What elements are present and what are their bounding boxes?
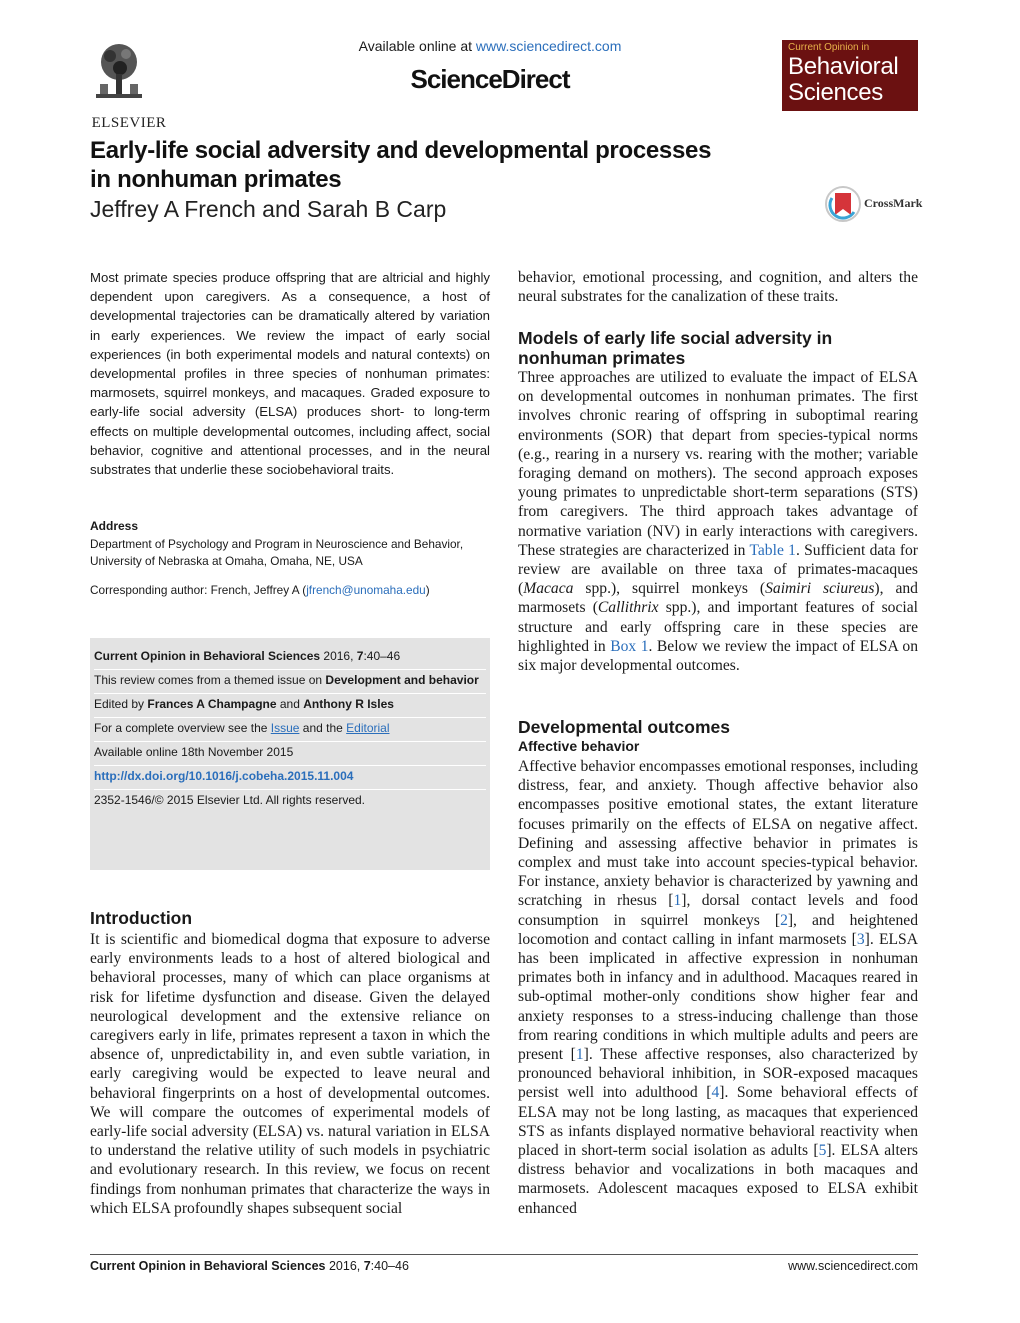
- overview-prefix: For a complete overview see the: [94, 721, 271, 735]
- address-heading: Address: [90, 519, 139, 533]
- footer-rule: [90, 1254, 918, 1255]
- affect-text-a: Affective behavior encompasses emotional responses, including distress, fear, and anxiety. Though affective behavior also encompasses positive emotional states, the extant literature focuses primarily on the effects of ELSA on negative affect. Defining and assessing affective behavior in primates is complex and must take into account species-typical behavior. For instance, anxiety behavior is characterized by yawning and scratching in rhesus [: [518, 758, 918, 910]
- edited-and: and: [276, 697, 304, 711]
- overview-and: and the: [299, 721, 347, 735]
- models-text-1: Three approaches are utilized to evaluate the impact of ELSA on developmental outcomes in nonhuman primates. The first involves chronic rearing of offspring in suboptimal rearing environments (SOR) that depart from species-typical norms (e.g., rearing in a nursery vs. rearing with the mother; variable foraging demand on mothers). The second approach exposes young primates to unpredictable short-term separations (STS) from caregivers. The third approach takes advantage of normative variation (NV) in early interactions with caregivers. These strategies are characterized in: [518, 369, 918, 559]
- address-line2: University of Nebraska at Omaha, Omaha, NE, USA: [90, 553, 363, 568]
- models-text-5: spp.), and important features of social structure and early offspring care in these species are highlighted in: [518, 599, 918, 655]
- article-authors: Jeffrey A French and Sarah B Carp: [90, 196, 447, 222]
- theme-prefix: This review comes from a themed issue on: [94, 673, 326, 687]
- corresponding-prefix: Corresponding author: French, Jeffrey A (: [90, 583, 307, 597]
- info-journal: Current Opinion in Behavioral Sciences: [94, 649, 321, 663]
- copyright-row: 2352-1546/© 2015 Elsevier Ltd. All rights reserved.: [94, 793, 365, 807]
- corresponding-suffix: ): [425, 583, 430, 597]
- table1-link[interactable]: Table 1: [749, 541, 796, 559]
- ref-link[interactable]: 2: [780, 911, 788, 929]
- footer-journal: Current Opinion in Behavioral Sciences: [90, 1259, 326, 1273]
- ref-link[interactable]: 5: [818, 1142, 827, 1160]
- journal-cover: [782, 40, 918, 111]
- title-line1: Early-life social adversity and developmental processes: [90, 137, 712, 164]
- crossmark-label: CrossMark: [864, 196, 923, 210]
- ref-link[interactable]: 1: [575, 1046, 584, 1064]
- editor-2: Anthony R Isles: [303, 697, 394, 711]
- taxon-macaca: Macaca: [523, 580, 574, 598]
- journal-kicker: Current Opinion in: [788, 42, 870, 53]
- affect-text-g: ]. ELSA alters distress behavior and vocalizations in both macaques and marmosets. Adolescent macaques exposed to ELSA exhibit enhanced: [518, 1142, 918, 1217]
- email-link[interactable]: jfrench@unomaha.edu: [306, 583, 426, 597]
- models-text-4: ), and marmosets (: [518, 580, 918, 617]
- publisher-name: ELSEVIER: [91, 115, 167, 131]
- editor-1: Frances A Champagne: [147, 697, 277, 711]
- doi-link[interactable]: http://dx.doi.org/10.1016/j.cobeha.2015.11.004: [94, 769, 354, 783]
- article-title: [90, 136, 810, 194]
- elsevier-tree-icon: [90, 40, 148, 102]
- models-text-6: . Below we review the impact of ELSA on six major developmental outcomes.: [518, 637, 918, 675]
- introduction-continued: behavior, emotional processing, and cognition, and alters the neural substrates for the canalization of these traits.: [518, 269, 918, 306]
- abstract: Most primate species produce offspring that are altricial and highly dependent upon caregivers. As a consequence, a host of developmental trajectories can be dramatically altered by variation in early experiences. We review the impact of early social experiences (in both experimental models and natural contexts) on developmental profiles in three species of nonhuman primates: marmosets, squirrel monkeys, and macaques. Graded exposure to early-life social adversity (ELSA) produces short- to long-term effects on multiple developmental outcomes, including affect, social behavior, cognitive and attentional processes, and in the neural substrates that underlie these sociobehavioral traits.: [90, 270, 490, 478]
- title-line2: in nonhuman primates: [90, 166, 342, 193]
- overview-row: [94, 718, 486, 742]
- available-row: Available online 18th November 2015: [94, 742, 486, 766]
- elsevier-logo: [90, 40, 168, 131]
- affect-text-b: ], dorsal contact levels and food consumption in squirrel monkeys [: [518, 892, 918, 929]
- crossmark-icon: [824, 184, 862, 224]
- info-pages: :40–46: [363, 649, 401, 663]
- corresponding-author: [90, 582, 500, 599]
- address: [90, 536, 500, 569]
- footer-year: 2016,: [325, 1259, 364, 1273]
- doi-row: [94, 766, 486, 790]
- taxon-saimiri: Saimiri sciureus: [765, 580, 875, 598]
- sciencedirect-link[interactable]: www.sciencedirect.com: [475, 38, 622, 54]
- models-paragraph: [518, 368, 918, 675]
- affective-behavior-heading: Affective behavior: [518, 738, 640, 754]
- models-heading: Models of early life social adversity in nonhuman primates: [518, 328, 833, 368]
- models-text-2: . Sufficient data for review are available on three taxa of primates-macaques (: [518, 541, 919, 598]
- taxon-callithrix: Callithrix: [597, 599, 659, 617]
- citation-row: [94, 646, 486, 670]
- footer-url[interactable]: www.sciencedirect.com: [788, 1259, 918, 1273]
- crossmark-badge[interactable]: [824, 184, 924, 224]
- footer-citation: [90, 1259, 409, 1273]
- affect-text-f: ]. Some behavioral effects of ELSA may not be long lasting, as macaques that experienced STS as infants displayed normative behavioral reactivity when placed in short-term social isolation as adults [: [518, 1084, 918, 1160]
- editorial-link[interactable]: Editorial: [346, 721, 390, 735]
- affect-text-d: ]. ELSA has been implicated in affective expression in nonhuman primates both in infancy and in adulthood. Macaques reared in sub-optimal mother-only conditions show higher fear and anxiety responses to a stress-inducing challenge than those from rearing conditions in which multiple adults and peers are present [: [518, 930, 918, 1064]
- developmental-outcomes-heading: Developmental outcomes: [518, 717, 730, 737]
- ref-link[interactable]: 4: [711, 1084, 720, 1102]
- address-line1: Department of Psychology and Program in Neuroscience and Behavior,: [90, 537, 464, 551]
- ref-link[interactable]: 3: [856, 930, 865, 948]
- affect-text-c: ], and heightened locomotion and contact calling in infant marmosets [: [518, 911, 918, 948]
- article-info-box: [90, 638, 490, 870]
- info-year: 2016,: [320, 649, 357, 663]
- theme-row: [94, 670, 486, 694]
- available-online: [300, 38, 680, 54]
- journal-name-line2: Sciences: [788, 79, 883, 106]
- issue-link[interactable]: Issue: [270, 721, 300, 735]
- ref-link[interactable]: 1: [673, 892, 682, 910]
- footer-pages: :40–46: [370, 1259, 409, 1273]
- edited-prefix: Edited by: [94, 697, 148, 711]
- journal-name-line1: Behavioral: [788, 53, 899, 80]
- footer-vol: 7: [363, 1259, 371, 1273]
- affective-paragraph: [518, 757, 918, 1218]
- available-prefix: Available online at: [358, 38, 476, 54]
- affect-text-e: ]. These affective responses, also characterized by pronounced behavioral inhibition, in SOR-exposed macaques persist well into adulthood [: [518, 1046, 918, 1102]
- sciencedirect-brand: ScienceDirect: [410, 64, 570, 94]
- theme-name: Development and behavior: [325, 673, 479, 687]
- introduction-heading: Introduction: [90, 908, 193, 928]
- models-text-3: spp.), squirrel monkeys (: [573, 580, 766, 598]
- box1-link[interactable]: Box 1: [610, 637, 649, 655]
- editors-row: [94, 694, 486, 718]
- introduction-text: It is scientific and biomedical dogma that exposure to adverse early environments leads to a host of altered biological and behavioral processes, many of which can place organisms at risk for lifetime dysfunction and disease. Given the delayed neurological development and the extensive reliance on caregivers early in life, primates represent a taxon in which the absence of, unpredictability in, and even subtle variation, in early caregiving would be expected to leave neural and behavioral fingerprints on a host of developmental outcomes. We will compare the outcomes of experimental models of early-life social adversity (ELSA) vs. natural variation in ELSA to understand the relative utility of such models in psychiatric and evolutionary research. In this review, we focus on recent findings from nonhuman primates that characterize the ways in which ELSA profoundly shapes subsequent social: [90, 931, 490, 1217]
- info-vol: 7: [356, 649, 364, 663]
